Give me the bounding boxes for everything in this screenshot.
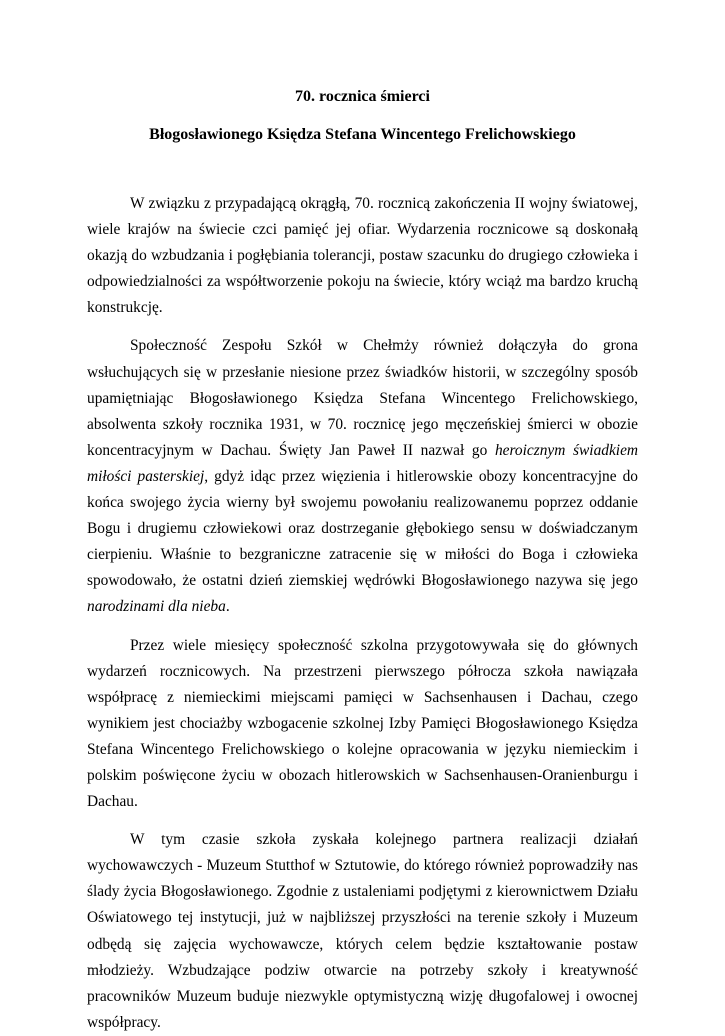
document-body [87, 191, 638, 1036]
paragraph-1: W związku z przypadającą okrągłą, 70. rocznicą zakończenia II wojny światowej, wiele krajów na świecie czci pamięć jej ofiar. Wydarzenia rocznicowe są doskonałą okazją do wzbudzania i pogłębiania tolerancji, postaw szacunku do drugiego człowieka i odpowiedzialności za współtworzenie pokoju na świecie, który wciąż ma bardzo kruchą konstrukcję. [87, 195, 638, 317]
paragraph-2-part3: . [225, 598, 230, 616]
paragraph-2-emphasis2: narodzinami dla nieba [87, 598, 226, 616]
document-title-line1: 70. rocznica śmierci [295, 88, 430, 105]
paragraph-3: Przez wiele miesięcy społeczność szkolna przygotowywała się do głównych wydarzeń rocznicowych. Na przestrzeni pierwszego półrocza szkoła nawiązała współpracę z niemieckimi miejscami pamięci w Sachsenhausen i Dachau, czego wynikiem jest chociażby wzbogacenie szkolnej Izby Pamięci Błogosławionego Księdza Stefana Wincentego Frelichowskiego o kolejne opracowania w języku niemieckim i polskim poświęcone życiu w obozach hitlerowskich w Sachsenhausen-Oranienburgu i Dachau. [87, 636, 638, 811]
paragraph-2-part2: , gdyż idąc przez więzienia i hitlerowskie obozy koncentracyjne do końca swojego życia wierny był swojemu powołaniu realizowanemu poprzez oddanie Bogu i drugiemu człowiekowi oraz dostrzeganie głębokiego sensu w doświadczanym cierpieniu. Właśnie to bezgraniczne zatracenie się w miłości do Boga i człowieka spowodowało, że ostatni dzień ziemskiej wędrówki Błogosławionego nazywa się jego [87, 467, 638, 590]
document-title-line2: Błogosławionego Księdza Stefana Wincentego Frelichowskiego [149, 126, 576, 143]
paragraph-4: W tym czasie szkoła zyskała kolejnego partnera realizacji działań wychowawczych - Muzeum Stutthof w Sztutowie, do którego również poprowadziły nas ślady życia Błogosławionego. Zgodnie z ustaleniami podjętymi z kierownictwem Działu Oświatowego tej instytucji, już w najbliższej przyszłości na terenie szkoły i Muzeum odbędą się zajęcia wychowawcze, których celem będzie kształtowanie postaw młodzieży. Wzbudzające podziw otwarcie na potrzeby szkoły i kreatywność pracowników Muzeum buduje niezwykle optymistyczną wizję długofalowej i owocnej współpracy. [87, 831, 638, 1031]
paragraph-2-emphasis1: heroicznym świadkiem miłości pasterskiej [87, 441, 639, 485]
paragraph-2-part1: Społeczność Zespołu Szkół w Chełmży również dołączyła do grona wsłuchujących się w przesłanie niesione przez świadków historii, w szczególny sposób upamiętniając Błogosławionego Księdza Stefana Wincentego Frelichowskiego, absolwenta szkoły rocznika 1931, w 70. rocznicę jego męczeńskiej śmierci w obozie koncentracyjnym w Dachau. Święty Jan Paweł II nazwał go [87, 337, 638, 459]
paragraph-2 [87, 333, 638, 620]
